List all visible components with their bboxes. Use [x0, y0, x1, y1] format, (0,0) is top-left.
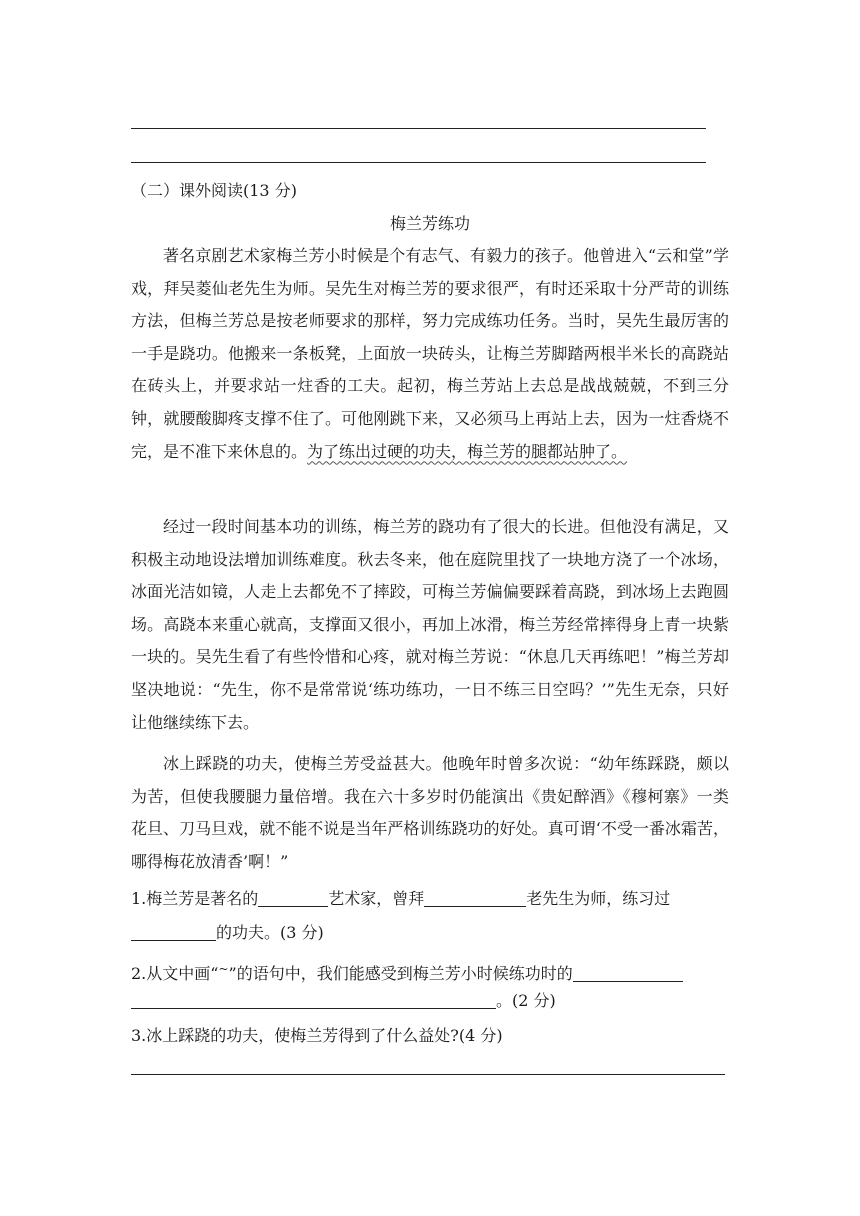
q2-blank-part-2[interactable]	[131, 990, 496, 1009]
q1-blank-skill[interactable]	[131, 922, 216, 941]
section-heading: （二）课外阅读(13 分)	[131, 181, 297, 200]
answer-line-2	[131, 162, 706, 163]
passage-paragraph-2: 经过一段时间基本功的训练，梅兰芳的跷功有了很大的长进。但他没有满足，又积极主动地设法增加训练难度。秋去冬来，他在庭院里找了一块地方浇了一个冰场，冰面光洁如镜，人走上去都免不了摔跤，可梅兰芳偏偏要踩着高跷，到冰场上去跑圆场。高跷本来重心就高，支撑面又很小，再加上冰滑，梅兰芳经常摔得身上青一块紫一块的。吴先生看了有些怜惜和心疼，就对梅兰芳说：“休息几天再练吧！”梅兰芳却坚决地说：“先生，你不是常常说‘练功练功，一日不练三日空吗？’”先生无奈，只好让他继续练下去。	[131, 517, 729, 732]
question-2-line-2: 。(2 分)	[131, 985, 556, 1017]
question-3: 3.冰上踩跷的功夫，使梅兰芳得到了什么益处?(4 分)	[131, 1026, 503, 1045]
wavy-mark-symbol: ~	[218, 962, 229, 976]
q1-blank-teacher[interactable]	[424, 888, 526, 907]
question-2-line-1: 2.从文中画“~”的语句中，我们能感受到梅兰芳小时候练功时的	[131, 953, 683, 990]
passage-title: 梅兰芳练功	[389, 214, 470, 233]
q3-answer-line[interactable]	[131, 1074, 725, 1075]
answer-line-1	[131, 128, 706, 129]
passage-paragraph-1: 著名京剧艺术家梅兰芳小时候是个有志气、有毅力的孩子。他曾进入“云和堂”学戏，拜吴菱仙老先生为师。吴先生对梅兰芳的要求很严，有时还采取十分严苛的训练方法，但梅兰芳总是按老师要求的那样，努力完成练功任务。当时，吴先生最厉害的一手是跷功。他搬来一条板凳，上面放一块砖头，让梅兰芳脚踏两根半米长的高跷站在砖头上，并要求站一炷香的工夫。起初，梅兰芳站上去总是战战兢兢，不到三分钟，就腰酸脚疼支撑不住了。可他刚跳下来，又必须马上再站上去，因为一炷香烧不完，是不准下来休息的。为了练出过硬的功夫，梅兰芳的腿都站肿了。	[131, 246, 729, 461]
q1-blank-art-type[interactable]	[258, 888, 328, 907]
q2-blank-part-1[interactable]	[573, 963, 683, 982]
question-1-line-1: 1.梅兰芳是著名的 艺术家，曾拜 老先生为师，练习过	[131, 889, 671, 908]
question-1-line-2: 的功夫。(3 分)	[131, 917, 324, 949]
passage-paragraph-3: 冰上踩跷的功夫，使梅兰芳受益甚大。他晚年时曾多次说：“幼年练踩跷，颇以为苦，但使我腰腿力量倍增。我在六十多岁时仍能演出《贵妃醉酒》《穆柯寨》一类花旦、刀马旦戏，就不能不说是当年严格训练跷功的好处。真可谓‘不受一番冰霜苦，哪得梅花放清香’啊！”	[131, 754, 729, 871]
wavy-underlined-sentence: 为了练出过硬的功夫，梅兰芳的腿都站肿了。	[307, 441, 628, 461]
